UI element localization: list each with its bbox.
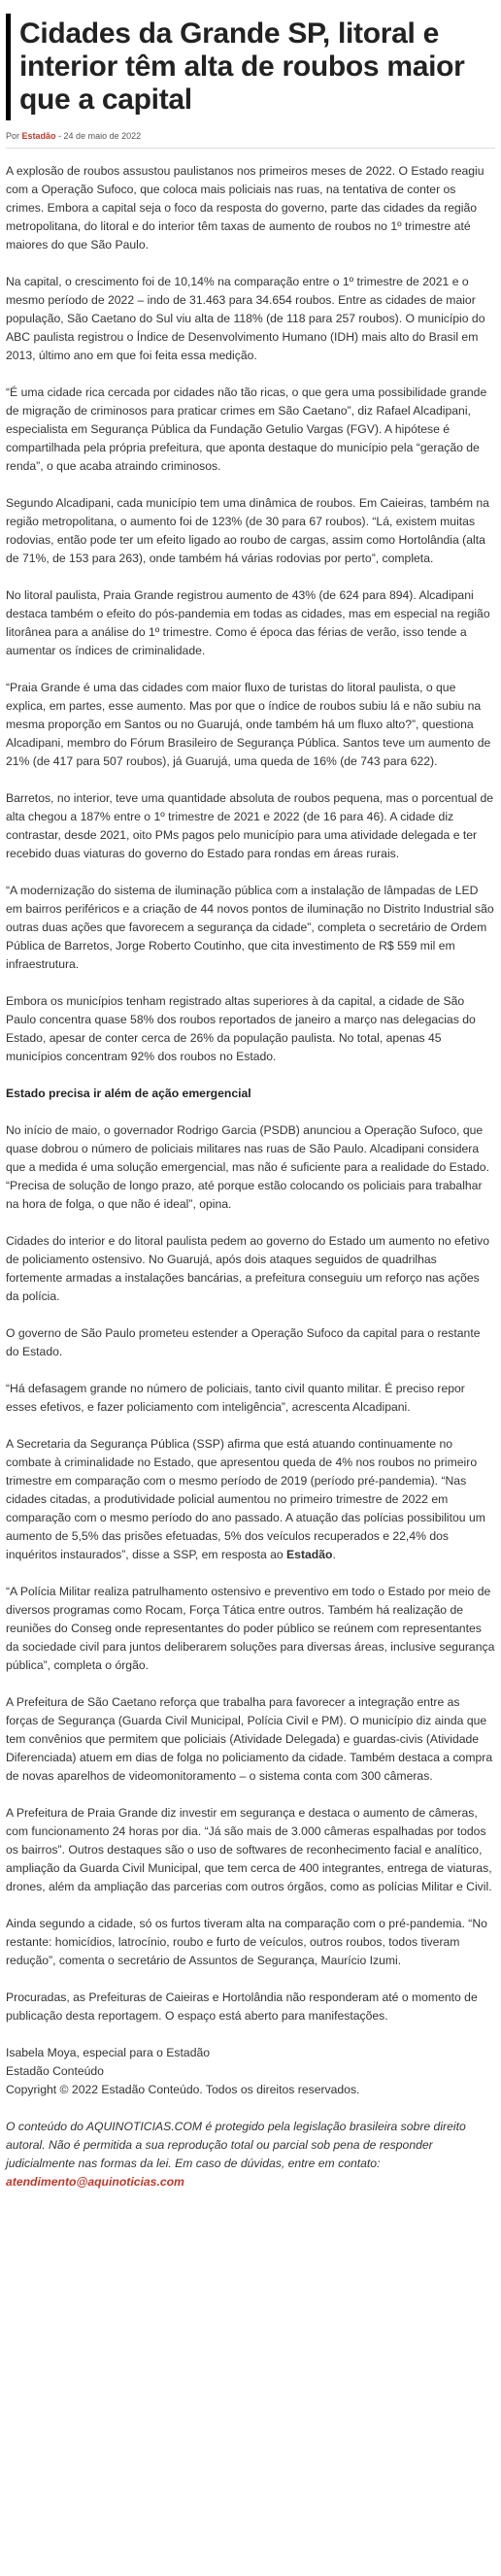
title-accent-bar xyxy=(6,14,11,120)
paragraph: “É uma cidade rica cercada por cidades não tão ricas, o que gera uma possibilidade grande de migração de criminosos para praticar crimes em São Caetano”, diz Rafael Alcadipani, especialista em Segurança Pública da Fundação Getulio Vargas (FGV). A hipótese é compartilhada pela própria prefeitura, que aponta destaque do município pela “geração de renda”, o que acaba atraindo criminosos. xyxy=(6,385,487,473)
ssp-end: . xyxy=(332,1548,336,1561)
byline-prefix: Por xyxy=(6,131,20,141)
paragraph: A Prefeitura de Praia Grande diz investir em segurança e destaca o aumento de câmeras, com funcionamento 24 horas por dia. “Já são mais de 3.000 câmeras espalhadas por todos os bairros”. Outros destaques são o uso de softwares de reconhecimento facial e analítico, ampliação da Guarda Civil Municipal, que tem cerca de 400 integrantes, entrega de viaturas, drones, além da ampliação das parcerias com outros órgãos, como as polícias Militar e Civil. xyxy=(6,1806,492,1893)
paragraph: A explosão de roubos assustou paulistanos nos primeiros meses de 2022. O Estado reagiu com a Operação Sufoco, que coloca mais policiais nas ruas, na tentativa de conter os crimes. Embora a capital seja o foco da resposta do governo, parte das cidades da região metropolitana, do litoral e do interior têm taxas de aumento de roubos no 1º trimestre até maiores do que São Paulo. xyxy=(6,164,484,251)
paragraph: “Há defasagem grande no número de policiais, tanto civil quanto militar. É preciso repor esses efetivos, e fazer policiamento com inteligência”, acrescenta Alcadipani. xyxy=(6,1382,465,1414)
byline xyxy=(6,130,495,142)
notice-text: O conteúdo do AQUINOTICIAS.COM é protegido pela legislação brasileira sobre direito autoral. Não é permitida a sua reprodução total ou parcial sob pena de responder judicialmente nas formas da lei. Em caso de dúvidas, entre em contato: xyxy=(6,2120,466,2170)
credit-agency: Estadão Conteúdo xyxy=(6,2064,104,2078)
paragraph: “A Polícia Militar realiza patrulhamento ostensivo e preventivo em todo o Estado por meio de diversos programas como Rocam, Força Tática entre outros. Também há realização de reuniões do Conseg onde representantes do poder público se reúnem com representantes da sociedade civil para juntos deliberarem soluções para diversas áreas, inclusive segurança pública”, completa o órgão. xyxy=(6,1585,495,1672)
paragraph: Cidades do interior e do litoral paulista pedem ao governo do Estado um aumento no efetivo de policiamento ostensivo. No Guarujá, após dois ataques seguidos de quadrilhas fortemente armadas a instalações bancárias, a prefeitura conseguiu um reforço nas ações da polícia. xyxy=(6,1234,489,1303)
paragraph: No início de maio, o governador Rodrigo Garcia (PSDB) anunciou a Operação Sufoco, que quase dobrou o número de policiais militares nas ruas de São Paulo. Alcadipani considera que a medida é uma solução emergencial, mas não é suficiente para a realidade do Estado. “Precisa de solução de longo prazo, até porque estão colocando os policiais para trabalhar na hora de folga, o que não é ideal”, opina. xyxy=(6,1123,489,1211)
ssp-bold-source: Estadão xyxy=(286,1548,333,1561)
credit-author: Isabela Moya, especial para o Estadão xyxy=(6,2046,211,2059)
paragraph: “Praia Grande é uma das cidades com maior fluxo de turistas do litoral paulista, o que explica, em partes, esse aumento. Mas por que o índice de roubos subiu lá e não subiu na mesma proporção em Santos ou no Guarujá, onde também há um fluxo alto?”, questiona Alcadipani, membro do Fórum Brasileiro de Segurança Pública. Santos teve um aumento de 21% (de 417 para 507 roubos), já Guarujá, uma queda de 16% (de 743 para 622). xyxy=(6,681,491,768)
byline-source[interactable]: Estadão xyxy=(21,131,56,141)
paragraph: A Prefeitura de São Caetano reforça que trabalha para favorecer a integração entre as forças de Segurança (Guarda Civil Municipal, Polícia Civil e PM). O município diz ainda que tem convênios que permitem que policiais (Atividade Delegada) e guardas-civis (Atividade Diferenciada) atuem em dias de folga no policiamento da cidade. Também destaca a compra de novas aparelhos de videomonitoramento – o sistema conta com 300 câmeras. xyxy=(6,1695,493,1783)
paragraph: Na capital, o crescimento foi de 10,14% na comparação entre o 1º trimestre de 2021 e o mesmo período de 2022 – indo de 31.463 para 34.654 roubos. Entre as cidades de maior população, São Caetano do Sul viu alta de 118% (de 118 para 257 roubos). O município do ABC paulista registrou o Índice de Desenvolvimento Humano (IDH) mais alto do Brasil em 2013, último ano em que foi feita essa medição. xyxy=(6,275,485,362)
paragraph: Procuradas, as Prefeituras de Caieiras e Hortolândia não responderam até o momento de publicação desta reportagem. O espaço está aberto para manifestações. xyxy=(6,1991,478,2023)
paragraph: “A modernização do sistema de iluminação pública com a instalação de lâmpadas de LED em bairros periféricos e a criação de 44 novos pontos de iluminação no Distrito Industrial são outras duas ações que favorecem a segurança da cidade”, completa o secretário de Ordem Pública de Barretos, Jorge Roberto Coutinho, que cita investimento de R$ 559 mil em infraestrutura. xyxy=(6,884,494,971)
ssp-paragraph xyxy=(6,1435,495,1564)
ssp-text: A Secretaria da Segurança Pública (SSP) afirma que está atuando continuamente no combate à criminalidade no Estado, que apresentou queda de 4% nos roubos no primeiro trimestre em comparação com o mesmo período de 2019 (período pré-pandemia). “Nas cidades citadas, a produtividade policial aumentou no primeiro trimestre de 2022 em comparação com o mesmo período do ano passado. A atuação das polícias possibilitou um aumento de 5,5% das prisões efetuadas, 5% dos veículos recuperados e 22,4% dos inquéritos instaurados”, disse a SSP, em resposta ao xyxy=(6,1437,485,1561)
credits-block xyxy=(6,2044,495,2099)
divider xyxy=(6,148,495,149)
section-subheading: Estado precisa ir além de ação emergencial xyxy=(6,1087,251,1100)
article-page xyxy=(0,14,501,2229)
headline-block xyxy=(6,14,495,120)
paragraph: Segundo Alcadipani, cada município tem uma dinâmica de roubos. Em Caieiras, também na região metropolitana, o aumento foi de 123% (de 30 para 67 roubos). “Lá, existem muitas rodovias, então pode ter um efeito ligado ao roubo de cargas, assim como Hortolândia (alta de 71%, de 153 para 263), onde também há várias rodovias por perto”, completa. xyxy=(6,496,489,565)
copyright-notice xyxy=(6,2118,495,2191)
paragraph: Embora os municípios tenham registrado altas superiores à da capital, a cidade de São Paulo concentra quase 58% dos roubos reportados de janeiro a março nas delegacias do Estado, apesar de conter cerca de 26% da população paulista. No total, apenas 45 municípios concentram 92% dos roubos no Estado. xyxy=(6,994,476,1063)
paragraph: Barretos, no interior, teve uma quantidade absoluta de roubos pequena, mas o porcentual de alta chegou a 187% entre o 1º trimestre de 2021 e 2022 (de 16 para 46). A cidade diz contrastar, desde 2021, oito PMs pagos pelo município para uma atividade delegada e ter recebido duas viaturas do governo do Estado para rondas em áreas rurais. xyxy=(6,791,494,860)
article-body xyxy=(6,162,495,2191)
paragraph: No litoral paulista, Praia Grande registrou aumento de 43% (de 624 para 894). Alcadipani destaca também o efeito do pós-pandemia em todas as cidades, mas em especial na região litorânea para a análise do 1º trimestre. Como é época das férias de verão, isso tende a aumentar os índices de criminalidade. xyxy=(6,588,490,657)
contact-email-link[interactable]: atendimento@aquinoticias.com xyxy=(6,2175,184,2189)
article-title: Cidades da Grande SP, litoral e interior têm alta de roubos maior que a capital xyxy=(19,17,465,116)
paragraph: O governo de São Paulo prometeu estender a Operação Sufoco da capital para o restante do Estado. xyxy=(6,1326,481,1358)
credit-copyright: Copyright © 2022 Estadão Conteúdo. Todos os direitos reservados. xyxy=(6,2083,360,2096)
byline-separator: - xyxy=(55,131,64,141)
paragraph: Ainda segundo a cidade, só os furtos tiveram alta na comparação com o pré-pandemia. “No restante: homicídios, latrocínio, roubo e furto de veículos, outros roubos, todos tiveram redução”, comenta o secretário de Assuntos de Segurança, Maurício Izumi. xyxy=(6,1917,487,1967)
byline-date: 24 de maio de 2022 xyxy=(63,131,142,141)
